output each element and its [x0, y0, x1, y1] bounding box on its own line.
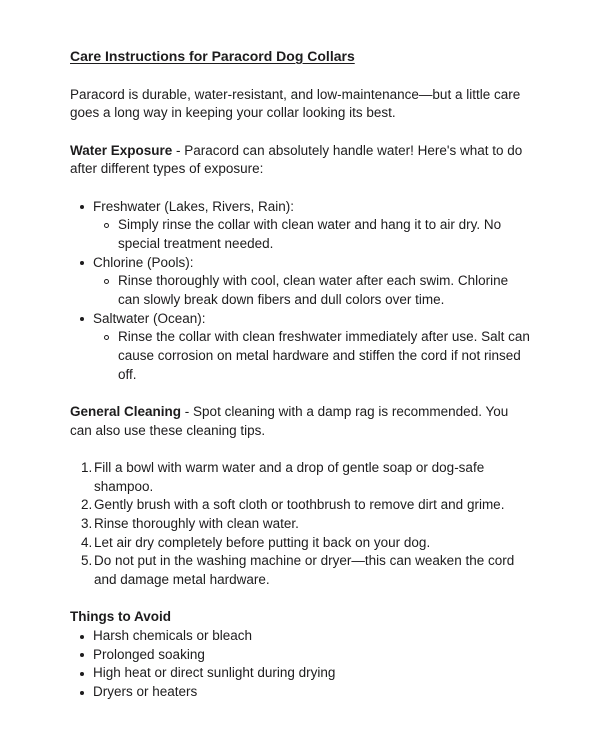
list-item: Harsh chemicals or bleach [93, 627, 530, 646]
list-item-label: Freshwater (Lakes, Rivers, Rain): [93, 198, 295, 214]
list-item: Dryers or heaters [93, 683, 530, 702]
list-item: Prolonged soaking [93, 646, 530, 665]
water-exposure-lead: - Paracord can absolutely handle water! Here's what to do after different types of exposure: [70, 142, 523, 177]
things-to-avoid-heading: Things to Avoid [70, 609, 171, 625]
cleaning-steps-list [70, 459, 530, 590]
step-item: Let air dry completely before putting it back on your dog. [94, 534, 431, 550]
list-item-detail: Simply rinse the collar with clean water and hang it to air dry. No special treatment needed. [118, 216, 530, 253]
intro-paragraph: Paracord is durable, water-resistant, and low-maintenance—but a little care goes a long way in keeping your collar looking its best. [70, 86, 521, 121]
freshwater-sublist [93, 216, 530, 253]
step-item: Fill a bowl with warm water and a drop of gentle soap or dog-safe shampoo. [94, 459, 485, 494]
step-item: Rinse thoroughly with clean water. [94, 516, 299, 532]
list-item-chlorine [93, 254, 530, 310]
saltwater-sublist [93, 328, 530, 384]
step-item: Do not put in the washing machine or dryer—this can weaken the cord and damage metal hardware. [94, 553, 515, 588]
list-item-label: Saltwater (Ocean): [93, 310, 206, 326]
step-item: Gently brush with a soft cloth or toothbrush to remove dirt and grime. [94, 497, 505, 513]
general-cleaning-paragraph [70, 403, 530, 440]
things-to-avoid-list [70, 627, 530, 702]
list-item-label: Chlorine (Pools): [93, 254, 194, 270]
document-title: Care Instructions for Paracord Dog Collars [70, 48, 355, 64]
water-exposure-paragraph [70, 142, 530, 179]
list-item-freshwater [93, 198, 530, 254]
list-item: High heat or direct sunlight during drying [93, 664, 530, 683]
list-item-detail: Rinse the collar with clean freshwater immediately after use. Salt can cause corrosion on metal hardware and stiffen the cord if not rinsed off. [118, 328, 530, 384]
general-cleaning-lead: - Spot cleaning with a damp rag is recommended. You can also use these cleaning tips. [70, 404, 509, 438]
water-exposure-list [70, 198, 530, 385]
list-item-detail: Rinse thoroughly with cool, clean water after each swim. Chlorine can slowly break down fibers and dull colors over time. [118, 272, 530, 309]
water-exposure-heading: Water Exposure [70, 142, 173, 158]
list-item-saltwater [93, 310, 530, 385]
chlorine-sublist [93, 272, 530, 309]
general-cleaning-heading: General Cleaning [70, 404, 182, 420]
